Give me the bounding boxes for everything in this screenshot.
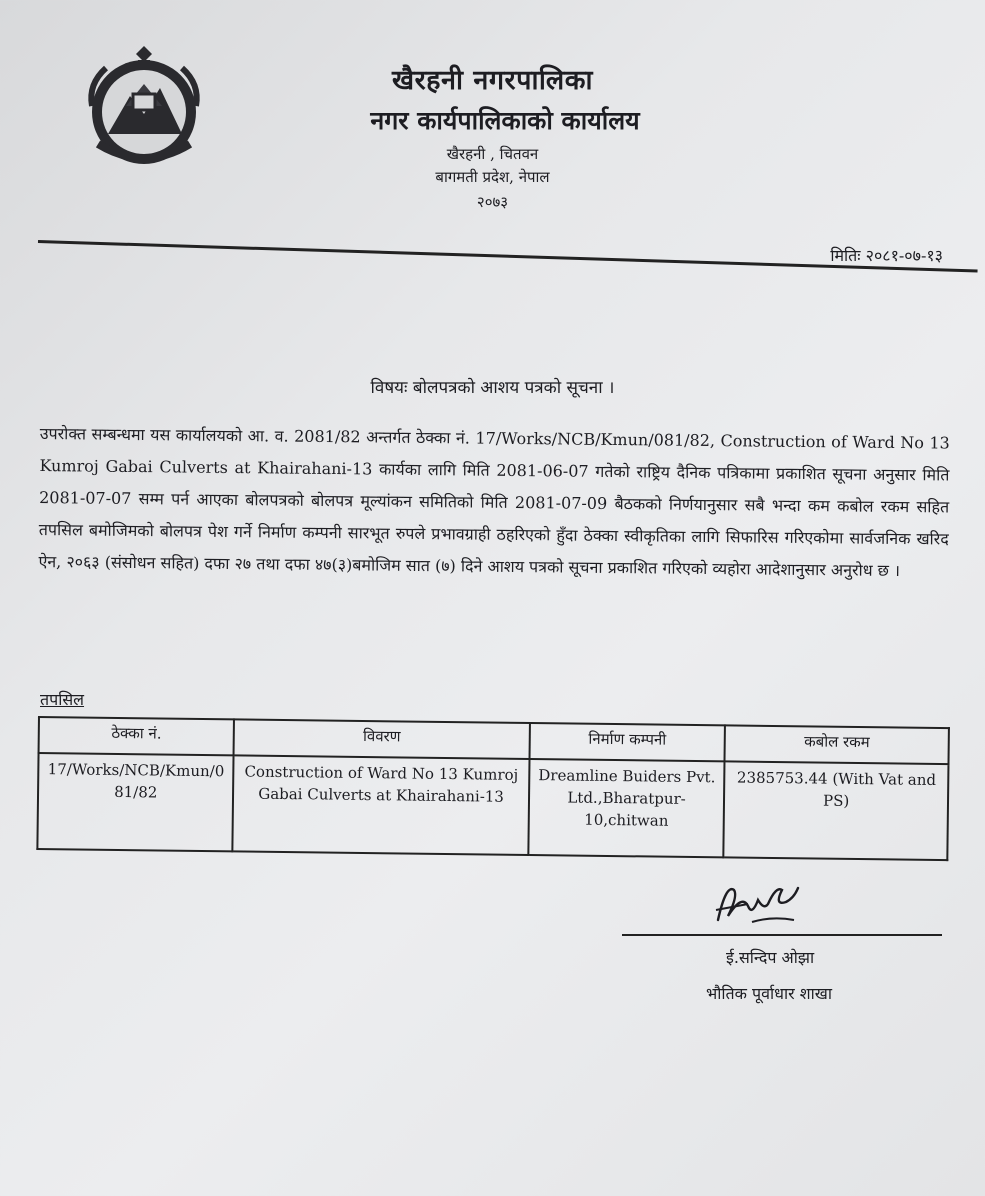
header-company: निर्माण कम्पनी — [529, 723, 725, 761]
header-contract-no: ठेक्का नं. — [39, 717, 235, 755]
letter-date: मितिः २०८१-०७-१३ — [830, 246, 943, 265]
signatory-department: भौतिक पूर्वाधार शाखा — [706, 984, 833, 1003]
cell-bid-amount: 2385753.44 (With Vat and PS) — [724, 761, 949, 860]
cell-contract-no: 17/Works/NCB/Kmun/081/82 — [37, 753, 234, 851]
office-location: खैरहनी , चितवन — [446, 145, 539, 163]
signature-line — [622, 934, 942, 936]
municipality-name: खैरहनी नगरपालिका — [392, 65, 593, 96]
header-description: विवरण — [234, 719, 530, 759]
details-label: तपसिल — [40, 690, 85, 709]
cell-description: Construction of Ward No 13 Kumroj Gabai Culverts at Khairahani-13 — [233, 755, 529, 855]
signature-icon — [712, 876, 802, 932]
cell-company: Dreamline Buiders Pvt. Ltd.,Bharatpur-10,chitwan — [528, 759, 725, 857]
office-name: नगर कार्यपालिकाको कार्यालय — [370, 106, 640, 135]
established-year: २०७३ — [476, 193, 509, 211]
signatory-name: ई.सन्दिप ओझा — [726, 948, 815, 967]
letter-subject: विषयः बोलपत्रको आशय पत्रको सूचना । — [370, 378, 615, 398]
contract-details-table — [36, 716, 950, 861]
table-row — [37, 753, 948, 860]
letter-body: उपरोक्त सम्बन्धमा यस कार्यालयको आ. व. 2081/82 अन्तर्गत ठेक्का नं. 17/Works/NCB/Kmun/081/82, Construction of Ward No 13 Kumroj Gabai Culverts at Khairahani-13 कार्यका लागि मिति 2081-06-07 गतेको राष्ट्रिय दैनिक पत्रिकामा प्रकाशित सूचना अनुसार मिति 2081-07-07 सम्म पर्न आएका बोलपत्रको बोलपत्र मूल्यांकन समितिको मिति 2081-07-09 बैठकको निर्णयानुसार सबै भन्दा कम कबोल रकम सहित तपसिल बमोजिमको बोलपत्र पेश गर्ने निर्माण कम्पनी सारभूत रुपले प्रभावग्राही ठहरिएको हुँदा ठेक्का स्वीकृतिका लागि सिफारिस गरिएकोमा सार्वजनिक खरिद ऐन, २०६३ (संसोधन सहित) दफा २७ तथा दफा ४७(३)बमोजिम सात (७) दिने आशय पत्रको सूचना प्रकाशित गरिएको व्यहोरा आदेशानुसार अनुरोध छ । — [38, 423, 950, 581]
header-bid-amount: कबोल रकम — [725, 725, 949, 764]
office-province: बागमती प्रदेश, नेपाल — [435, 168, 550, 186]
